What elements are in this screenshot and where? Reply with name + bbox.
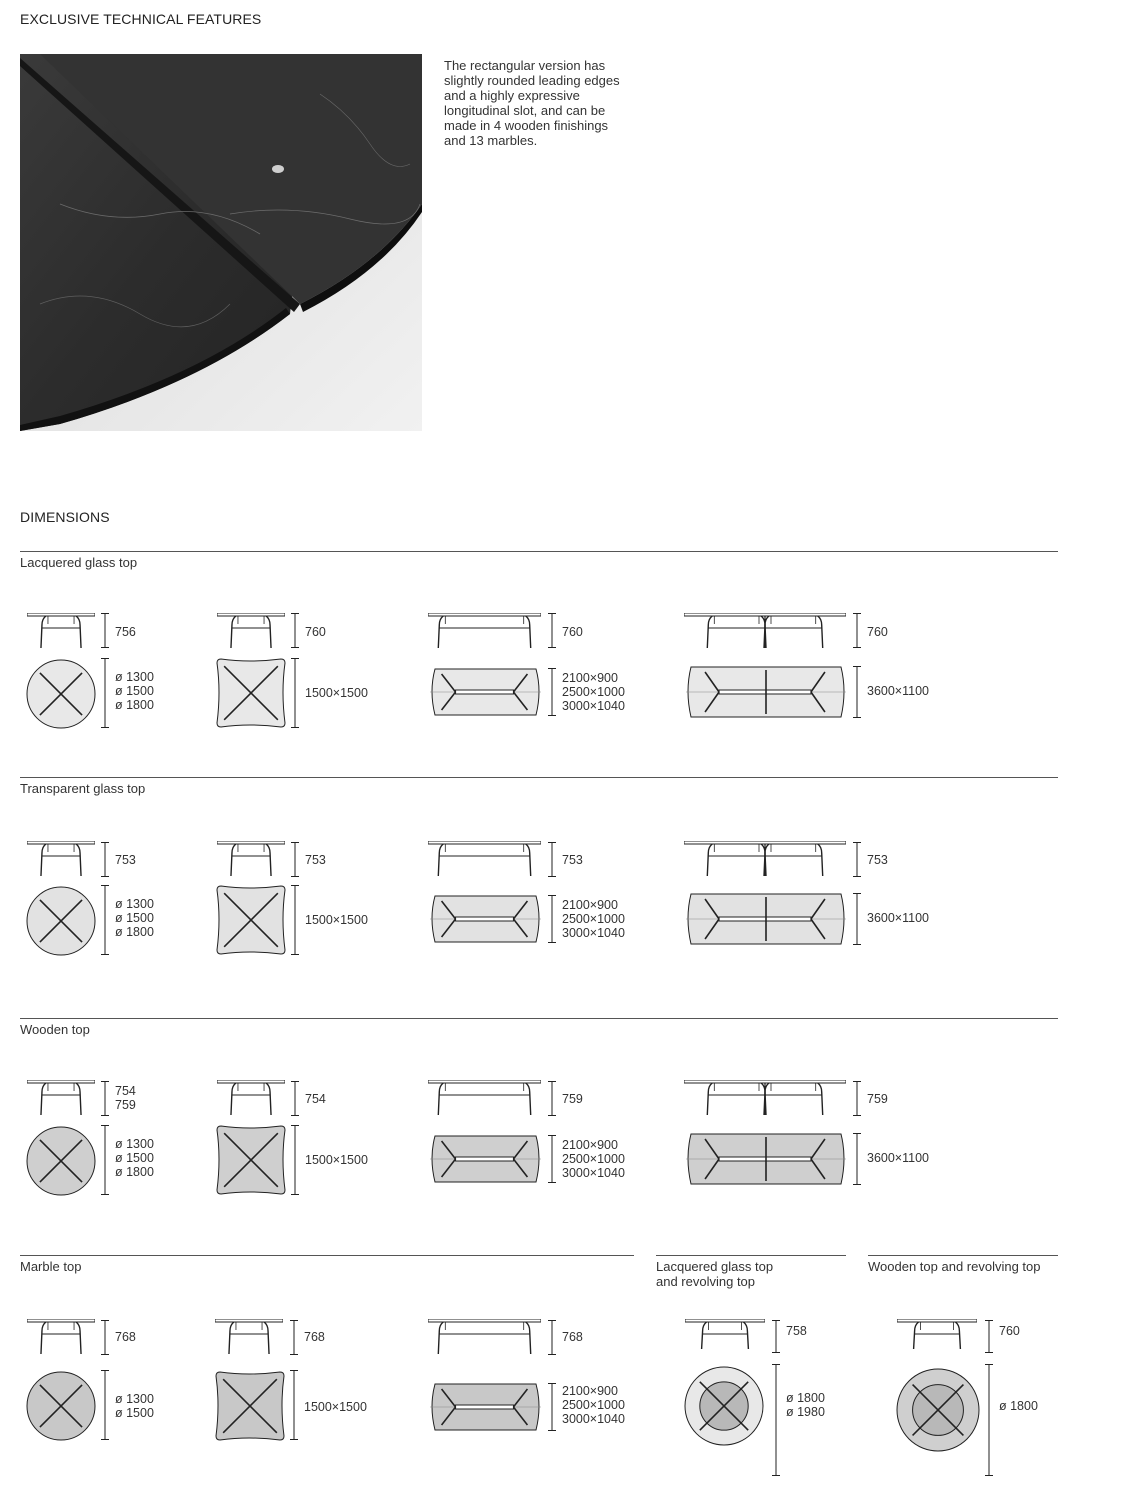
table-elevation-view [684, 613, 846, 648]
table-plan-round [896, 1368, 980, 1452]
height-value: 753 [562, 853, 583, 867]
dimension-bar [985, 1320, 993, 1353]
table-elevation-view [897, 1319, 977, 1349]
size-value: 2100×900 2500×1000 3000×1040 [562, 898, 625, 940]
section-divider [20, 551, 1058, 552]
height-value: 758 [786, 1324, 807, 1338]
size-value: 2100×900 2500×1000 3000×1040 [562, 671, 625, 713]
dimension-bar [101, 658, 109, 728]
dimension-bar [853, 666, 861, 718]
feature-description: The rectangular version has slightly rounded leading edges and a highly expressive longitudinal slot, and can be made in 4 wooden finishings and 13 marbles. [444, 58, 620, 148]
height-value: 759 [867, 1092, 888, 1106]
table-elevation-view [684, 1080, 846, 1115]
table-elevation-view [217, 1080, 285, 1115]
dimension-bar [853, 842, 861, 877]
dimension-bar [101, 1125, 109, 1195]
size-value: 1500×1500 [305, 1153, 368, 1167]
table-elevation-view [428, 1319, 541, 1354]
height-value: 753 [305, 853, 326, 867]
height-value: 760 [305, 625, 326, 639]
height-value: 753 [867, 853, 888, 867]
section-divider [20, 1018, 1058, 1019]
section-title-lacquered: Lacquered glass top [20, 555, 138, 570]
section-title-transparent: Transparent glass top [20, 781, 146, 796]
table-elevation-view [217, 841, 285, 876]
dimension-bar [291, 1081, 299, 1116]
dimension-bar [291, 613, 299, 648]
table-elevation-view [27, 841, 95, 876]
height-value: 768 [562, 1330, 583, 1344]
dimension-bar [101, 842, 109, 877]
marble-edge-photo [20, 54, 422, 431]
table-plan-square [216, 885, 286, 955]
table-elevation-view [27, 1319, 95, 1354]
dimension-bar [548, 1383, 556, 1431]
table-plan-rectangular [428, 668, 543, 716]
table-plan-round [26, 1371, 96, 1441]
height-value: 768 [115, 1330, 136, 1344]
dimension-bar [291, 1125, 299, 1195]
height-value: 753 [115, 853, 136, 867]
size-value: ø 1300 ø 1500 [115, 1392, 154, 1420]
table-plan-rectangular [684, 666, 848, 718]
height-value: 760 [999, 1324, 1020, 1338]
dimension-bar [290, 1370, 298, 1440]
size-value: 2100×900 2500×1000 3000×1040 [562, 1384, 625, 1426]
table-plan-rectangular [684, 1133, 848, 1185]
dimension-bar [101, 1370, 109, 1440]
table-plan-square [216, 1125, 286, 1195]
table-elevation-view [428, 1080, 541, 1115]
size-value: 1500×1500 [305, 913, 368, 927]
size-value: ø 1800 [999, 1399, 1038, 1413]
section-title-wooden-revolving: Wooden top and revolving top [868, 1259, 1041, 1274]
table-elevation-view [428, 613, 541, 648]
dimension-bar [548, 613, 556, 648]
dimension-bar [772, 1364, 780, 1476]
size-value: ø 1300 ø 1500 ø 1800 [115, 670, 154, 712]
size-value: 1500×1500 [305, 686, 368, 700]
dimension-bar [548, 668, 556, 716]
section-title-wooden: Wooden top [20, 1022, 90, 1037]
table-elevation-view [685, 1319, 765, 1349]
table-plan-round [26, 886, 96, 956]
size-value: ø 1300 ø 1500 ø 1800 [115, 1137, 154, 1179]
dimension-bar [853, 893, 861, 945]
section-divider [656, 1255, 846, 1256]
dimensions-title: DIMENSIONS [20, 509, 110, 525]
size-value: 2100×900 2500×1000 3000×1040 [562, 1138, 625, 1180]
size-value: ø 1800 ø 1980 [786, 1391, 825, 1419]
table-elevation-view [428, 841, 541, 876]
table-plan-rectangular [684, 893, 848, 945]
dimension-bar [548, 895, 556, 943]
height-value: 756 [115, 625, 136, 639]
table-plan-round [684, 1366, 764, 1446]
size-value: ø 1300 ø 1500 ø 1800 [115, 897, 154, 939]
section-divider [20, 1255, 634, 1256]
height-value: 754 [305, 1092, 326, 1106]
dimension-bar [291, 842, 299, 877]
section-divider [868, 1255, 1058, 1256]
dimension-bar [291, 658, 299, 728]
table-elevation-view [27, 1080, 95, 1115]
table-plan-rectangular [428, 1135, 543, 1183]
dimension-bar [291, 885, 299, 955]
table-elevation-view [215, 1319, 283, 1354]
section-title-marble: Marble top [20, 1259, 82, 1274]
table-plan-round [26, 659, 96, 729]
dimension-bar [101, 1081, 109, 1116]
size-value: 3600×1100 [867, 911, 929, 925]
height-value: 754 759 [115, 1084, 136, 1112]
page-title: EXCLUSIVE TECHNICAL FEATURES [20, 11, 262, 27]
dimension-bar [548, 842, 556, 877]
size-value: 3600×1100 [867, 1151, 929, 1165]
dimension-bar [853, 613, 861, 648]
height-value: 760 [562, 625, 583, 639]
dimension-bar [290, 1320, 298, 1355]
dimension-bar [101, 1320, 109, 1355]
size-value: 3600×1100 [867, 684, 929, 698]
dimension-bar [548, 1135, 556, 1183]
dimension-bar [548, 1081, 556, 1116]
dimension-bar [101, 613, 109, 648]
dimension-bar [772, 1320, 780, 1353]
table-plan-rectangular [428, 895, 543, 943]
table-elevation-view [684, 841, 846, 876]
dimension-bar [853, 1081, 861, 1116]
dimension-bar [853, 1133, 861, 1185]
dimension-bar [985, 1364, 993, 1476]
dimension-bar [101, 885, 109, 955]
dimension-bar [548, 1320, 556, 1355]
height-value: 759 [562, 1092, 583, 1106]
section-title-lacquered-revolving: Lacquered glass top and revolving top [656, 1259, 774, 1289]
section-divider [20, 777, 1058, 778]
table-plan-rectangular [428, 1383, 543, 1431]
table-plan-round [26, 1126, 96, 1196]
size-value: 1500×1500 [304, 1400, 367, 1414]
table-plan-square [215, 1371, 285, 1441]
height-value: 768 [304, 1330, 325, 1344]
table-elevation-view [217, 613, 285, 648]
table-elevation-view [27, 613, 95, 648]
table-plan-square [216, 658, 286, 728]
height-value: 760 [867, 625, 888, 639]
